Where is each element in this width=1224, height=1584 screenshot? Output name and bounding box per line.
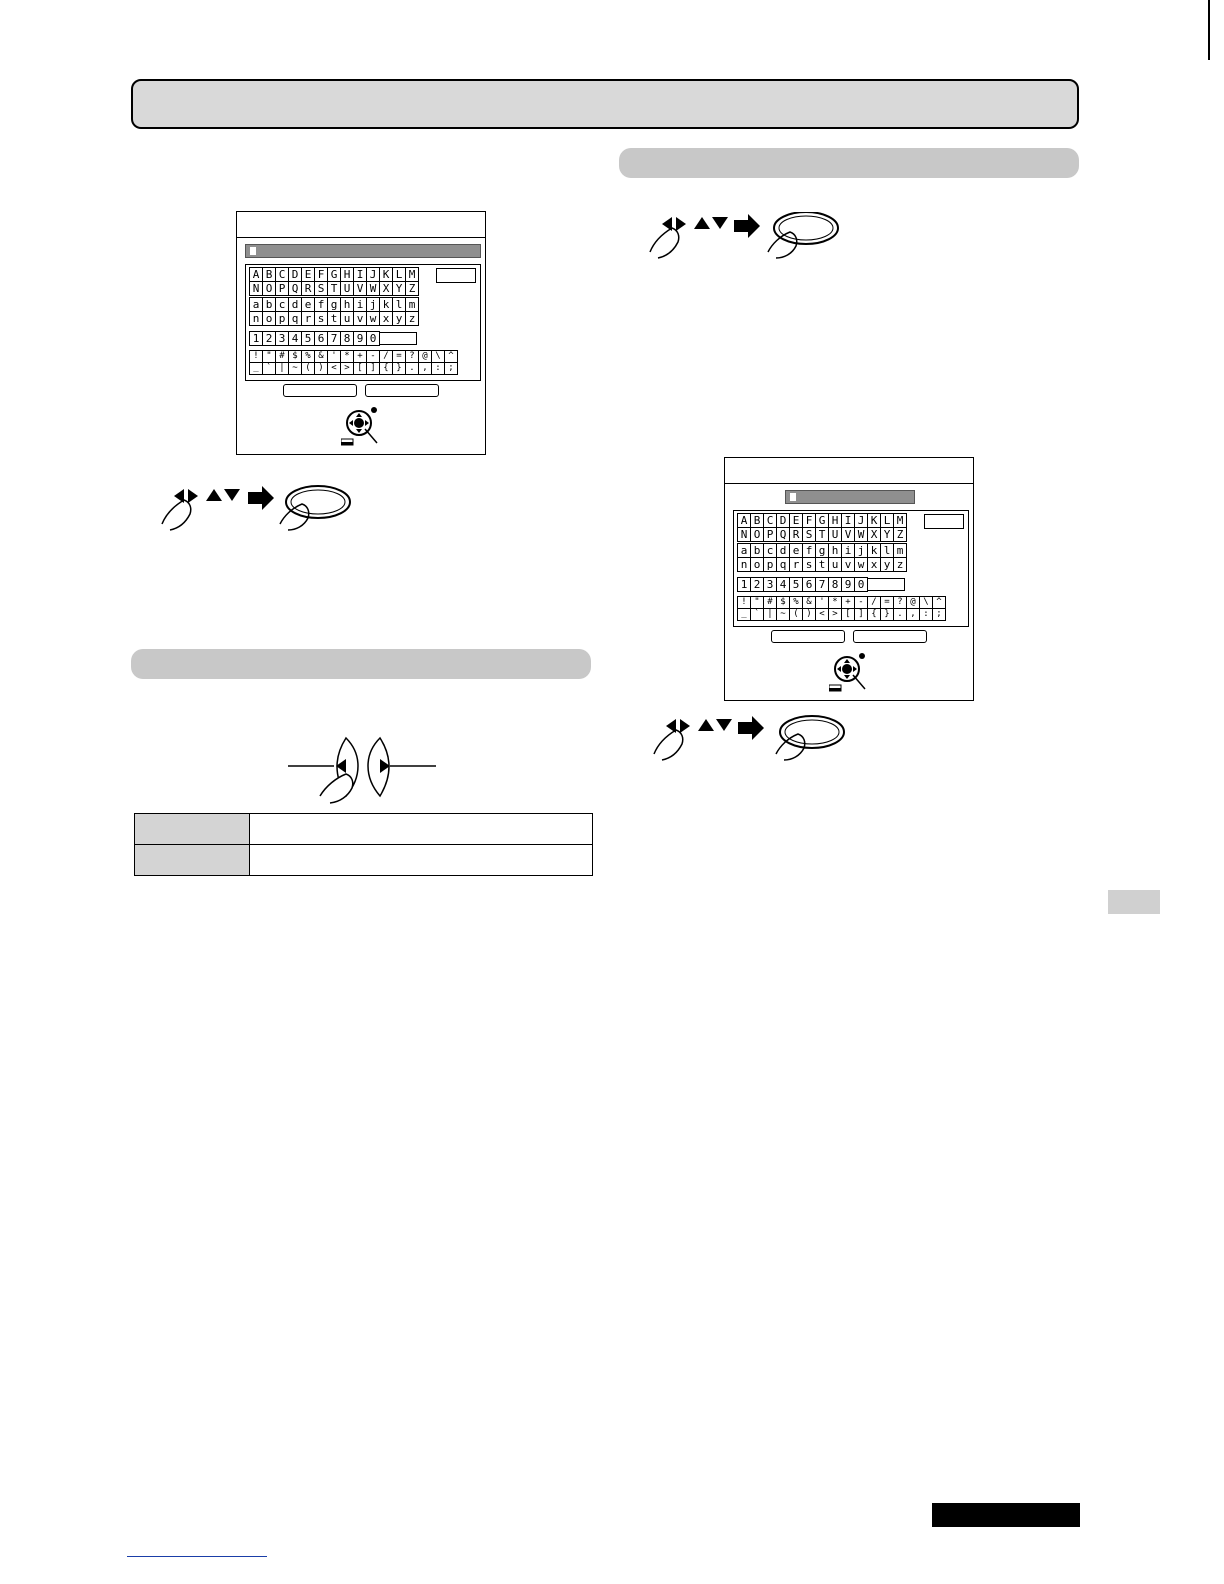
key[interactable]: c (276, 298, 289, 312)
key[interactable]: 5 (302, 332, 315, 346)
key[interactable]: E (790, 514, 803, 528)
key[interactable]: } (881, 609, 894, 621)
key[interactable]: 3 (276, 332, 289, 346)
key[interactable]: _ (250, 363, 263, 375)
key[interactable]: L (393, 268, 406, 282)
key[interactable]: 4 (289, 332, 302, 346)
key[interactable]: x (868, 558, 881, 572)
key[interactable]: l (881, 544, 894, 558)
key[interactable]: Y (881, 528, 894, 542)
key[interactable]: R (790, 528, 803, 542)
key[interactable]: h (829, 544, 842, 558)
key[interactable]: > (341, 363, 354, 375)
key-row (738, 609, 946, 621)
key[interactable]: 9 (354, 332, 367, 346)
key[interactable]: . (894, 609, 907, 621)
lowercase-keys[interactable] (249, 297, 419, 326)
key[interactable]: = (393, 351, 406, 363)
key[interactable]: 7 (328, 332, 341, 346)
key[interactable]: j (855, 544, 868, 558)
key[interactable]: j (367, 298, 380, 312)
key[interactable]: " (751, 597, 764, 609)
key[interactable]: L (881, 514, 894, 528)
key[interactable]: C (764, 514, 777, 528)
key[interactable]: O (751, 528, 764, 542)
key-row (250, 363, 458, 375)
key[interactable]: r (302, 312, 315, 326)
key[interactable]: f (803, 544, 816, 558)
key[interactable]: < (816, 609, 829, 621)
ok-button[interactable] (283, 384, 357, 397)
key[interactable]: e (790, 544, 803, 558)
key-row (250, 312, 419, 326)
key[interactable]: _ (738, 609, 751, 621)
key[interactable]: - (367, 351, 380, 363)
key-row (250, 351, 458, 363)
key[interactable]: 8 (829, 578, 842, 592)
key[interactable]: 3 (764, 578, 777, 592)
key[interactable]: Z (894, 528, 907, 542)
key[interactable]: N (738, 528, 751, 542)
dpad-icon (341, 405, 385, 451)
table-row-value (250, 845, 593, 876)
key[interactable]: V (354, 282, 367, 296)
key[interactable]: * (341, 351, 354, 363)
key[interactable]: - (855, 597, 868, 609)
keyboard-panel (733, 510, 969, 627)
key[interactable]: = (881, 597, 894, 609)
key[interactable]: 4 (777, 578, 790, 592)
key[interactable]: a (250, 298, 263, 312)
key[interactable]: i (354, 298, 367, 312)
key[interactable]: d (289, 298, 302, 312)
right-arrow-icon (248, 486, 274, 510)
key[interactable]: ; (445, 363, 458, 375)
key[interactable]: h (341, 298, 354, 312)
key-row (738, 528, 907, 542)
key[interactable]: F (315, 268, 328, 282)
key[interactable]: 2 (751, 578, 764, 592)
remote-arrow-keys-icon (162, 489, 240, 530)
remote-operation-right-top (648, 212, 843, 260)
osd-screen-right (724, 457, 974, 701)
key[interactable]: k (868, 544, 881, 558)
chapter-header (131, 79, 1079, 129)
digit-keys[interactable] (249, 331, 380, 346)
key[interactable]: t (328, 312, 341, 326)
key[interactable]: n (738, 558, 751, 572)
key[interactable]: # (764, 597, 777, 609)
right-arrow-icon (738, 716, 764, 740)
key[interactable]: | (764, 609, 777, 621)
cancel-button[interactable] (853, 630, 927, 643)
key[interactable]: $ (289, 351, 302, 363)
enter-button-icon (768, 212, 838, 258)
key[interactable]: ~ (289, 363, 302, 375)
key[interactable]: [ (354, 363, 367, 375)
key[interactable]: 6 (315, 332, 328, 346)
key[interactable]: 1 (738, 578, 751, 592)
remote-arrow-keys-icon (654, 719, 732, 760)
key[interactable]: x (380, 312, 393, 326)
key[interactable]: w (855, 558, 868, 572)
key[interactable]: y (393, 312, 406, 326)
enter-button-icon (280, 486, 350, 530)
key[interactable]: S (315, 282, 328, 296)
key[interactable]: , (419, 363, 432, 375)
key[interactable]: ? (894, 597, 907, 609)
right-section-heading (619, 148, 1079, 178)
table-row (135, 845, 593, 876)
key[interactable]: P (764, 528, 777, 542)
key[interactable]: N (250, 282, 263, 296)
key[interactable]: v (354, 312, 367, 326)
key[interactable]: n (250, 312, 263, 326)
key[interactable]: U (341, 282, 354, 296)
key[interactable]: B (263, 268, 276, 282)
enter-button-icon (776, 716, 844, 760)
table-row-label (135, 814, 250, 845)
key[interactable]: b (263, 298, 276, 312)
key[interactable]: B (751, 514, 764, 528)
key[interactable]: H (341, 268, 354, 282)
key[interactable]: i (842, 544, 855, 558)
key[interactable]: R (302, 282, 315, 296)
key[interactable]: Q (289, 282, 302, 296)
key[interactable]: * (829, 597, 842, 609)
key[interactable]: { (380, 363, 393, 375)
key-row (738, 597, 946, 609)
key[interactable]: + (354, 351, 367, 363)
key[interactable]: A (738, 514, 751, 528)
key-row (250, 298, 419, 312)
key[interactable]: m (894, 544, 907, 558)
key[interactable]: @ (419, 351, 432, 363)
text-cursor (250, 247, 256, 255)
key[interactable]: C (276, 268, 289, 282)
key[interactable]: , (907, 609, 920, 621)
key[interactable]: s (803, 558, 816, 572)
key[interactable]: 0 (855, 578, 868, 592)
key[interactable]: ! (250, 351, 263, 363)
key[interactable]: O (263, 282, 276, 296)
key[interactable]: / (380, 351, 393, 363)
key[interactable]: : (920, 609, 933, 621)
key[interactable]: e (302, 298, 315, 312)
key[interactable]: r (790, 558, 803, 572)
osd-title-divider (237, 237, 485, 238)
key[interactable]: \ (920, 597, 933, 609)
osd-title-divider (725, 483, 973, 484)
lowercase-keys[interactable] (737, 543, 907, 572)
key[interactable]: U (829, 528, 842, 542)
key[interactable]: @ (907, 597, 920, 609)
dpad-icon (829, 651, 873, 697)
key[interactable]: A (250, 268, 263, 282)
key[interactable]: . (406, 363, 419, 375)
key[interactable]: ] (855, 609, 868, 621)
key[interactable]: ( (302, 363, 315, 375)
key[interactable]: 6 (803, 578, 816, 592)
key[interactable]: c (764, 544, 777, 558)
key[interactable]: u (829, 558, 842, 572)
key[interactable]: g (328, 298, 341, 312)
key[interactable]: q (289, 312, 302, 326)
key[interactable]: s (315, 312, 328, 326)
name-input-field[interactable] (245, 244, 481, 258)
key[interactable]: ( (790, 609, 803, 621)
remote-operation-left (160, 484, 355, 532)
osd-screen-left (236, 211, 486, 455)
key[interactable]: J (855, 514, 868, 528)
key[interactable]: l (393, 298, 406, 312)
key[interactable]: o (751, 558, 764, 572)
key[interactable]: a (738, 544, 751, 558)
key-row (250, 332, 380, 346)
name-input-field[interactable] (785, 490, 915, 504)
key[interactable]: p (276, 312, 289, 326)
key[interactable]: D (289, 268, 302, 282)
key[interactable]: G (328, 268, 341, 282)
key[interactable]: E (302, 268, 315, 282)
table-row-value (250, 814, 593, 845)
key[interactable]: V (842, 528, 855, 542)
key[interactable]: [ (842, 609, 855, 621)
chapter-side-tab (1108, 890, 1160, 914)
key-row (250, 282, 419, 296)
space-key[interactable] (379, 332, 417, 345)
key[interactable]: ` (751, 609, 764, 621)
key[interactable]: : (432, 363, 445, 375)
key[interactable]: # (276, 351, 289, 363)
key[interactable]: o (263, 312, 276, 326)
key[interactable]: \ (432, 351, 445, 363)
ok-button[interactable] (771, 630, 845, 643)
key[interactable]: X (380, 282, 393, 296)
key[interactable]: M (406, 268, 419, 282)
key[interactable]: t (816, 558, 829, 572)
key[interactable]: ^ (933, 597, 946, 609)
crop-mark (1208, 0, 1210, 60)
key[interactable]: } (393, 363, 406, 375)
key[interactable]: 8 (341, 332, 354, 346)
key[interactable]: < (328, 363, 341, 375)
key-row (738, 514, 907, 528)
key[interactable]: M (894, 514, 907, 528)
cancel-button[interactable] (365, 384, 439, 397)
key[interactable]: w (367, 312, 380, 326)
keyboard-panel (245, 264, 481, 381)
key[interactable]: z (894, 558, 907, 572)
key[interactable]: ] (367, 363, 380, 375)
key[interactable]: ) (803, 609, 816, 621)
key-row (738, 558, 907, 572)
key[interactable]: ? (406, 351, 419, 363)
text-cursor (790, 493, 796, 501)
key[interactable]: X (868, 528, 881, 542)
key[interactable]: F (803, 514, 816, 528)
left-section-heading (131, 649, 591, 679)
key[interactable]: % (302, 351, 315, 363)
table-row (135, 814, 593, 845)
key[interactable]: p (764, 558, 777, 572)
key[interactable]: ; (933, 609, 946, 621)
key[interactable]: + (842, 597, 855, 609)
key[interactable]: T (328, 282, 341, 296)
key-row (738, 578, 868, 592)
key[interactable]: & (315, 351, 328, 363)
key[interactable]: ^ (445, 351, 458, 363)
key[interactable]: 0 (367, 332, 380, 346)
key[interactable]: Q (777, 528, 790, 542)
digit-keys[interactable] (737, 577, 868, 592)
key[interactable]: 5 (790, 578, 803, 592)
key[interactable]: T (816, 528, 829, 542)
key[interactable]: z (406, 312, 419, 326)
key[interactable]: d (777, 544, 790, 558)
key[interactable]: ` (263, 363, 276, 375)
footer-link-underline (127, 1556, 267, 1557)
key[interactable]: 2 (263, 332, 276, 346)
key[interactable]: % (790, 597, 803, 609)
key[interactable]: / (868, 597, 881, 609)
key[interactable]: m (406, 298, 419, 312)
symbol-keys-row2[interactable] (737, 608, 946, 621)
key[interactable]: K (380, 268, 393, 282)
table-row-label (135, 845, 250, 876)
key[interactable]: f (315, 298, 328, 312)
remote-arrow-keys-icon (650, 217, 728, 258)
option-table (134, 813, 593, 876)
key[interactable]: H (829, 514, 842, 528)
key-row (738, 544, 907, 558)
key[interactable]: | (276, 363, 289, 375)
key[interactable]: K (868, 514, 881, 528)
key[interactable]: P (276, 282, 289, 296)
key-row (250, 268, 419, 282)
key[interactable]: ! (738, 597, 751, 609)
key[interactable]: ' (328, 351, 341, 363)
mode-key[interactable] (436, 268, 476, 283)
key[interactable]: Y (393, 282, 406, 296)
key[interactable]: " (263, 351, 276, 363)
key[interactable]: I (842, 514, 855, 528)
key[interactable]: J (367, 268, 380, 282)
key[interactable]: { (868, 609, 881, 621)
key[interactable]: S (803, 528, 816, 542)
left-right-keys-icon (286, 734, 438, 804)
uppercase-keys[interactable] (249, 267, 419, 296)
key[interactable]: W (367, 282, 380, 296)
key[interactable]: & (803, 597, 816, 609)
footer-page-bar (932, 1503, 1080, 1527)
key[interactable]: 7 (816, 578, 829, 592)
key[interactable]: b (751, 544, 764, 558)
key[interactable]: D (777, 514, 790, 528)
key[interactable]: I (354, 268, 367, 282)
right-arrow-icon (734, 214, 760, 238)
key[interactable]: g (816, 544, 829, 558)
key[interactable]: Z (406, 282, 419, 296)
key[interactable]: ) (315, 363, 328, 375)
key[interactable]: k (380, 298, 393, 312)
uppercase-keys[interactable] (737, 513, 907, 542)
mode-key[interactable] (924, 514, 964, 529)
key[interactable]: W (855, 528, 868, 542)
key[interactable]: 9 (842, 578, 855, 592)
key[interactable]: v (842, 558, 855, 572)
key[interactable]: $ (777, 597, 790, 609)
key[interactable]: ' (816, 597, 829, 609)
symbol-keys-row2[interactable] (249, 362, 458, 375)
key[interactable]: > (829, 609, 842, 621)
key[interactable]: u (341, 312, 354, 326)
key[interactable]: 1 (250, 332, 263, 346)
remote-operation-right-bottom (652, 714, 847, 762)
key[interactable]: G (816, 514, 829, 528)
key[interactable]: q (777, 558, 790, 572)
key[interactable]: ~ (777, 609, 790, 621)
key[interactable]: y (881, 558, 894, 572)
space-key[interactable] (867, 578, 905, 591)
